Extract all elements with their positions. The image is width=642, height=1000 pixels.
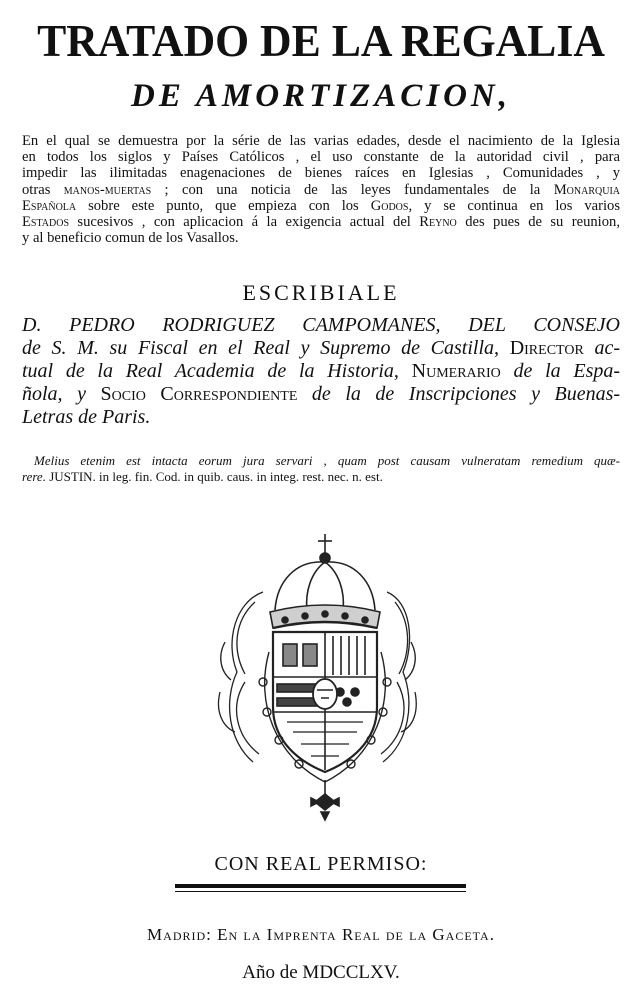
author-text: ac-	[594, 337, 621, 359]
description-line	[22, 198, 620, 214]
author-text: ñola, y	[22, 383, 86, 405]
description-line: y al beneficio comun de los Vasallos.	[22, 230, 239, 247]
author-smallcaps: Numerario	[411, 360, 501, 382]
description-smallcaps: Monarquia	[553, 181, 620, 198]
author-block	[22, 314, 620, 429]
mantling-left	[218, 592, 263, 762]
description-line	[22, 182, 620, 198]
description-text: sobre este punto, que empieza con los	[88, 197, 359, 214]
author-text: tual de la Real Academia de la Historia,	[22, 360, 399, 382]
description-text: otras	[22, 181, 51, 198]
author-smallcaps: Director	[509, 337, 584, 359]
author-text: de S. M. su Fiscal en el Real y Supremo de Castilla,	[22, 337, 500, 359]
crown-icon	[270, 562, 380, 628]
quote-line	[22, 469, 620, 485]
quote-line: Melius etenim est intacta eorum jura servari , quam post causam vulneratam remedium quæ-	[34, 453, 620, 468]
author-smallcaps: Socio Correspondiente	[100, 383, 298, 405]
author-text: de la de Inscripciones y Buenas-	[311, 383, 621, 405]
description-text: , y se continua en los varios	[408, 197, 620, 214]
description-line	[22, 214, 620, 230]
title-line-2: DE AMORTIZACION,	[131, 78, 511, 114]
description-text: des pues de su reunion,	[465, 214, 620, 231]
shield-icon	[273, 632, 377, 772]
year-line: Año de MDCCLXV.	[242, 962, 400, 983]
order-cross-icon	[311, 780, 339, 820]
description-smallcaps: Godos	[370, 197, 409, 214]
quote-citation: JUSTIN. in leg. fin. Cod. in quib. caus. in integ. rest. nec. n. est.	[49, 469, 383, 484]
crown-cross-icon	[318, 534, 332, 563]
description-text: ; con una noticia de las leyes fundamentales de la	[164, 181, 541, 198]
thin-rule-divider	[175, 891, 466, 892]
description	[22, 133, 620, 246]
description-smallcaps: Estados	[22, 214, 70, 231]
mantling-right	[381, 592, 416, 762]
escribiale-heading: ESCRIBIALE	[242, 280, 400, 305]
description-smallcaps: manos-muertas	[63, 181, 152, 198]
author-line	[22, 360, 620, 383]
author-line: D. PEDRO RODRIGUEZ CAMPOMANES, DEL CONSEJO	[22, 314, 620, 336]
description-line: impedir las ilimitadas enagenaciones de bienes raíces en Iglesias , Comunidades , y	[22, 165, 620, 182]
author-line	[22, 383, 620, 406]
description-smallcaps: Reyno	[419, 214, 457, 231]
description-text: sucesivos , con aplicacion á la exigencia actual del	[77, 214, 411, 231]
author-text: de la Espa-	[513, 360, 621, 382]
imprint-line: Madrid: En la Imprenta Real de la Gaceta.	[147, 925, 495, 944]
quote-text: rere.	[22, 469, 46, 484]
thick-rule-divider	[175, 884, 466, 888]
description-line: en todos los siglos y Países Católicos , el uso constante de la autoridad civil , para	[22, 149, 620, 166]
latin-quote	[22, 453, 620, 485]
author-line	[22, 337, 620, 360]
royal-coat-of-arms-emblem	[215, 532, 420, 822]
title-line-1: TRATADO DE LA REGALIA	[37, 15, 605, 66]
author-line: Letras de Paris.	[22, 406, 151, 428]
permission-line: CON REAL PERMISO:	[214, 853, 428, 875]
description-smallcaps: Española	[22, 197, 77, 214]
description-line: En el qual se demuestra por la série de las varias edades, desde el nacimiento de la Iglesia	[22, 133, 620, 149]
